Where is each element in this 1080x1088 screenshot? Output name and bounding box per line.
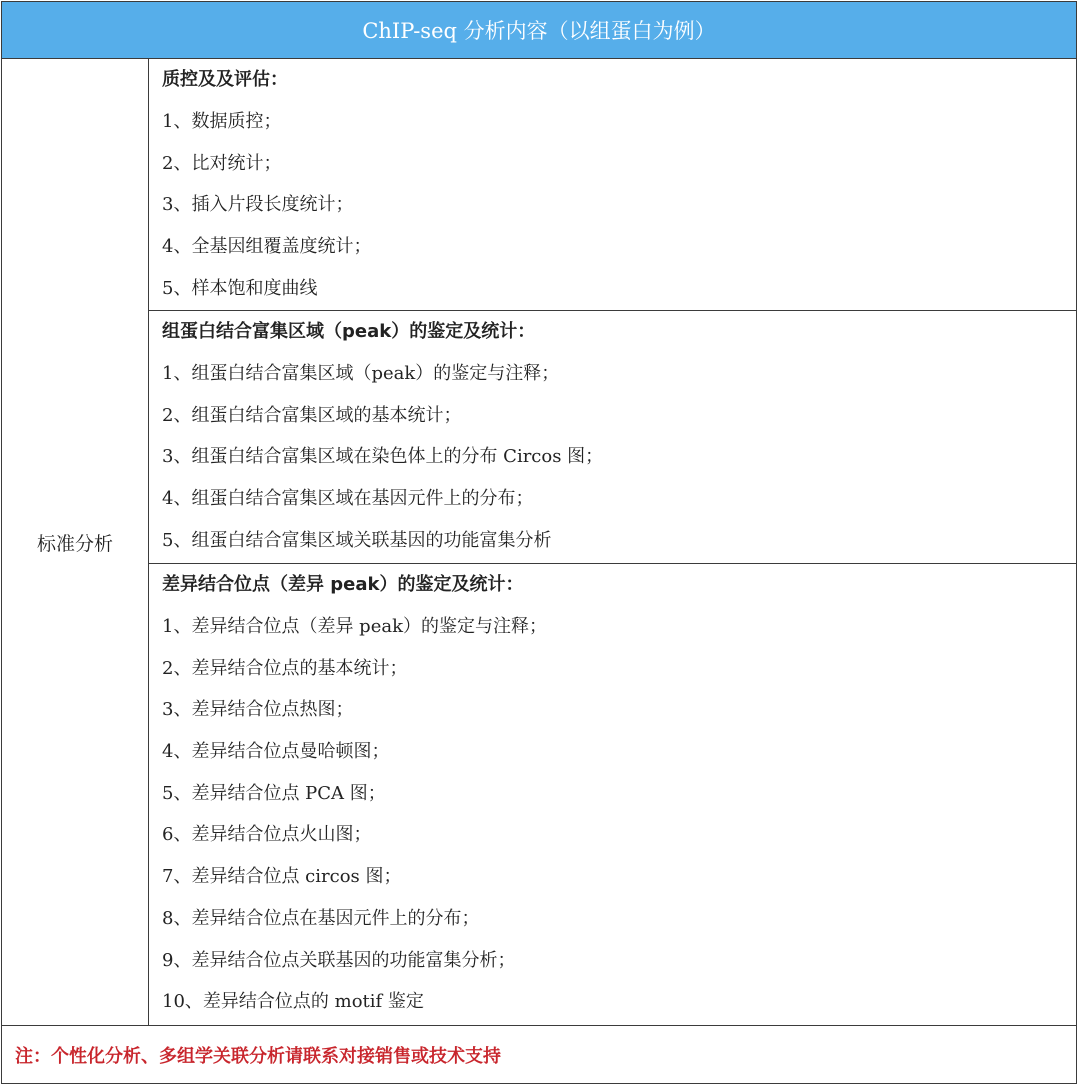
list-item: 4、差异结合位点曼哈顿图； [162,741,390,763]
list-item: 5、组蛋白结合富集区域关联基因的功能富集分析 [162,529,552,551]
table-body [1,59,1077,1025]
list-item: 3、插入片段长度统计； [162,194,354,216]
list-item: 2、差异结合位点的基本统计； [162,657,408,679]
section-diff-peak [149,564,1076,1025]
list-item: 4、全基因组覆盖度统计； [162,236,372,258]
section-title: 组蛋白结合富集区域（peak）的鉴定及统计： [162,321,536,342]
footer-note [1,1025,1077,1084]
section-title: 质控及及评估： [162,69,288,90]
list-item: 8、差异结合位点在基因元件上的分布； [162,907,480,929]
list-item: 2、组蛋白结合富集区域的基本统计； [162,404,462,426]
section-title: 差异结合位点（差异 peak）的鉴定及统计： [162,574,524,595]
list-item: 1、差异结合位点（差异 peak）的鉴定与注释； [162,616,547,637]
list-item: 5、差异结合位点 PCA 图； [162,782,386,804]
list-item: 6、差异结合位点火山图； [162,824,372,846]
list-item: 7、差异结合位点 circos 图； [162,866,402,888]
section-peak [149,311,1076,564]
category-label: 标准分析 [36,532,113,555]
list-item: 1、数据质控； [162,111,282,132]
list-item: 9、差异结合位点关联基因的功能富集分析； [162,949,516,971]
list-item: 3、差异结合位点热图； [162,699,354,721]
category-cell [2,59,149,1025]
table-header [1,1,1077,59]
analysis-table [1,1,1077,1084]
list-item: 10、差异结合位点的 motif 鉴定 [162,991,424,1013]
content-column [149,59,1076,1025]
table-title: ChIP-seq 分析内容（以组蛋白为例） [362,19,716,43]
list-item: 2、比对统计； [162,152,282,174]
list-item: 4、组蛋白结合富集区域在基因元件上的分布； [162,488,534,510]
list-item: 1、组蛋白结合富集区域（peak）的鉴定与注释； [162,363,560,384]
list-item: 3、组蛋白结合富集区域在染色体上的分布 Circos 图； [162,446,604,468]
list-item: 5、样本饱和度曲线 [162,277,318,299]
section-qc [149,59,1076,311]
footer-note-text: 注：个性化分析、多组学关联分析请联系对接销售或技术支持 [15,1045,501,1067]
